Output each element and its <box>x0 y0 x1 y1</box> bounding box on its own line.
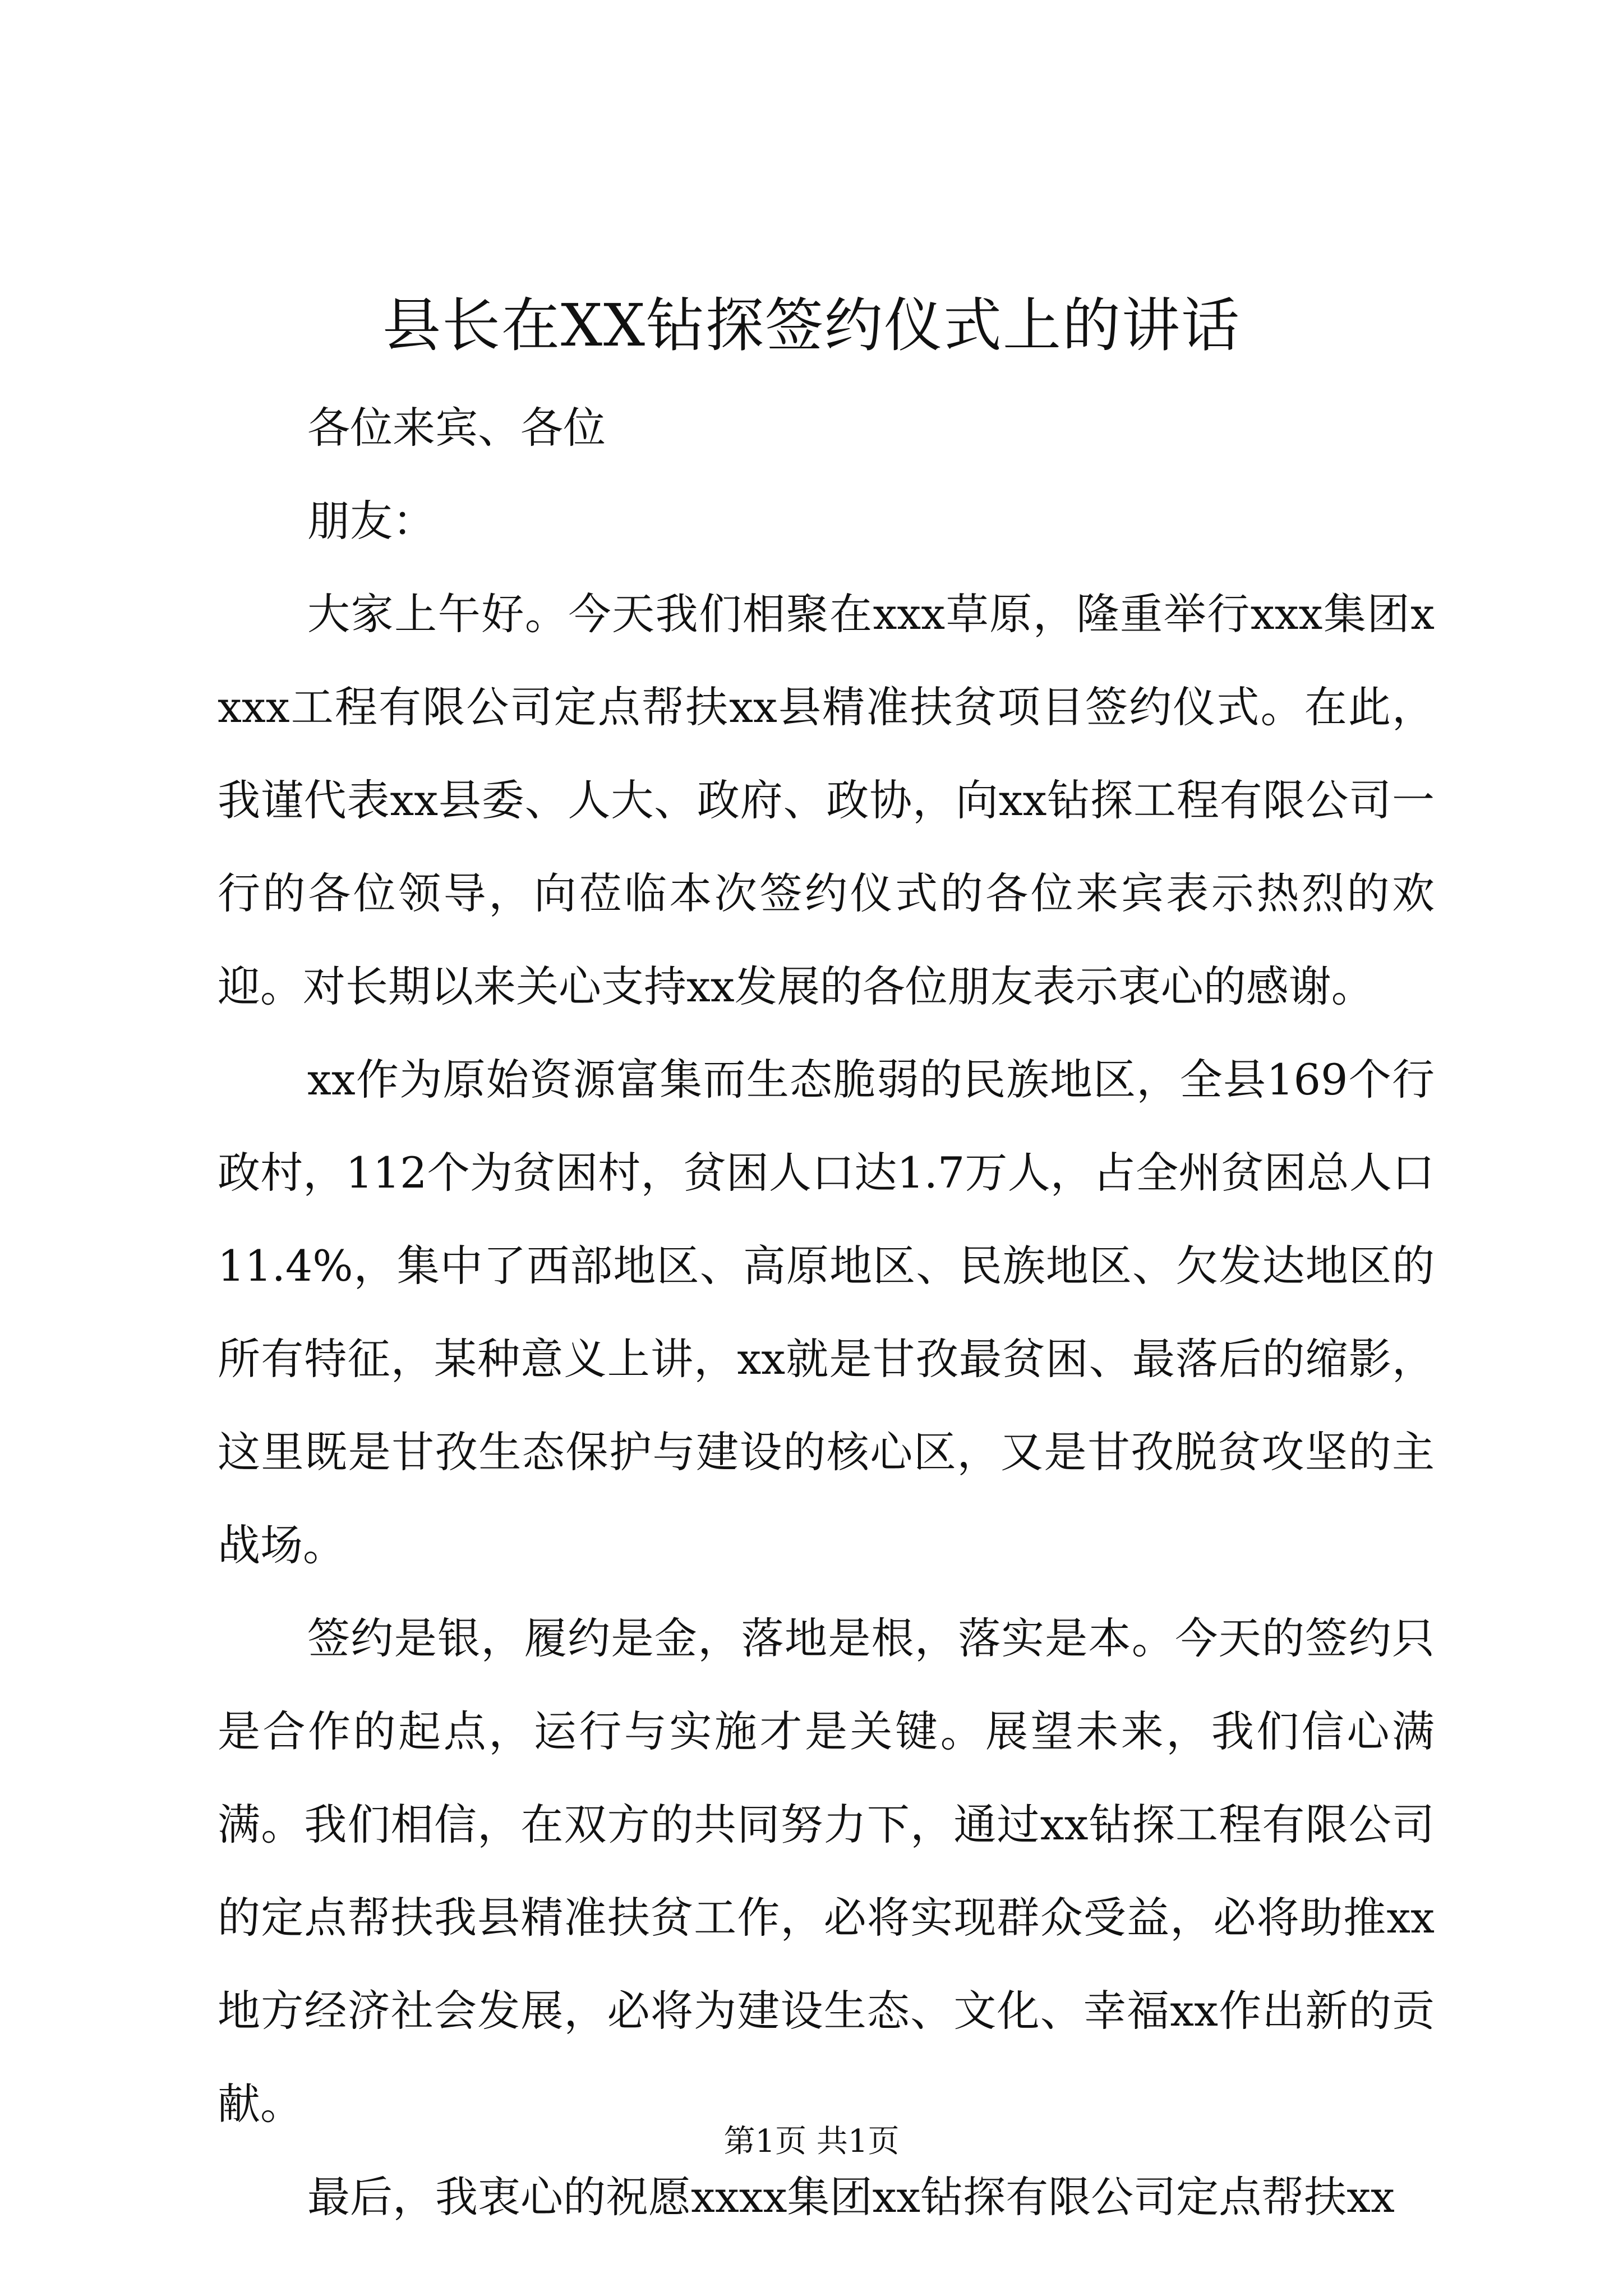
salutation-line-1: 各位来宾、各位 <box>307 403 606 453</box>
paragraph-closing: 最后，我衷心的祝愿xxxx集团xx钻探有限公司定点帮扶xx <box>307 2172 1395 2222</box>
paragraph-welcome: 大家上午好。今天我们相聚在xxx草原，隆重举行xxx集团xxxx工程有限公司定点帮扶xx县精准扶贫项目签约仪式。在此，我谨代表xx县委、人大、政府、政协，向xx钻探工程有限公司一行的各位领导，向莅临本次签约仪式的各位来宾表示热烈的欢迎。对长期以来关心支持xx发展的各位朋友表示衷心的感谢。 <box>218 589 1435 1011</box>
paragraph-county-situation: xx作为原始资源富集而生态脆弱的民族地区，全县169个行政村，112个为贫困村，贫困人口达1.7万人，占全州贫困总人口11.4%，集中了西部地区、高原地区、民族地区、欠发达地区的所有特征，某种意义上讲，xx就是甘孜最贫困、最落后的缩影，这里既是甘孜生态保护与建设的核心区，又是甘孜脱贫攻坚的主战场。 <box>218 1055 1435 1570</box>
document-title: 县长在XX钻探签约仪式上的讲话 <box>382 291 1241 360</box>
page-footer: 第1页 共1页 <box>723 2123 900 2160</box>
document-body <box>218 381 1435 2244</box>
paragraph-signing-outlook: 签约是银，履约是金，落地是根，落实是本。今天的签约只是合作的起点，运行与实施才是关键。展望未来，我们信心满满。我们相信，在双方的共同努力下，通过xx钻探工程有限公司的定点帮扶我县精准扶贫工作，必将实现群众受益，必将助推xx地方经济社会发展，必将为建设生态、文化、幸福xx作出新的贡献。 <box>218 1613 1435 2129</box>
salutation-line-2: 朋友： <box>307 496 435 546</box>
